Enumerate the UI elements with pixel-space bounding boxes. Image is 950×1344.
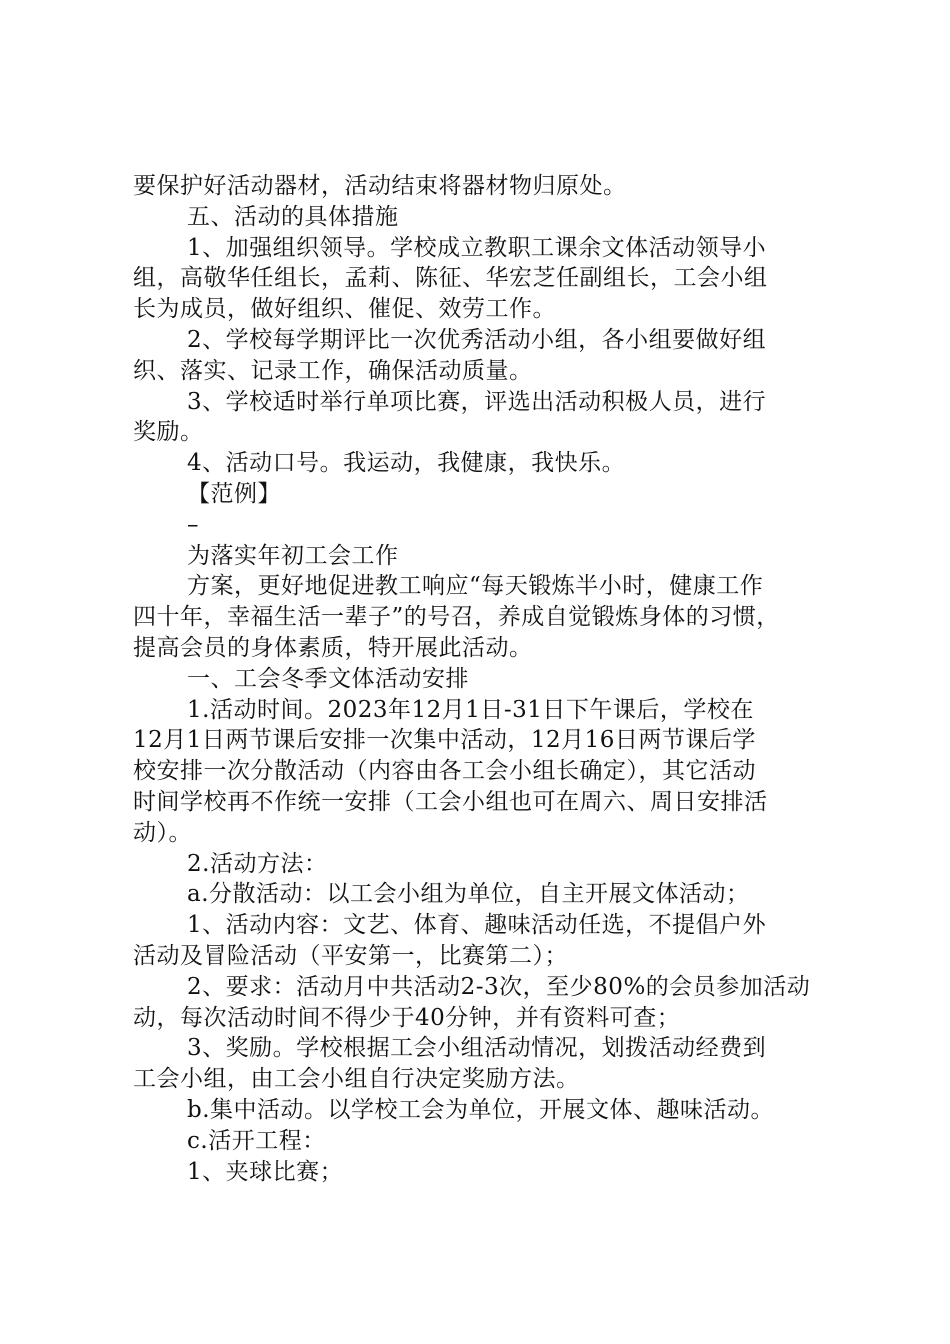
text-line: 3、学校适时举行单项比赛，评选出活动积极人员，进行 (187, 388, 767, 415)
section-heading: 五、活动的具体措施 (187, 203, 399, 230)
text-line: 要保护好活动器材，活动结束将器材物归原处。 (133, 173, 627, 199)
text-line: 动）。 (133, 819, 192, 846)
text-line: 活动及冒险活动（平安第一，比赛第二）； (133, 942, 568, 969)
text-line: 工会小组，由工会小组自行决定奖励方法。 (133, 1066, 580, 1093)
text-line: b.集中活动。以学校工会为单位，开展文体、趣味活动。 (187, 1096, 775, 1123)
text-line: 1、加强组织领导。学校成立教职工课余文体活动领导小 (187, 234, 767, 261)
text-line: 时间学校再不作统一安排（工会小组也可在周六、周日安排活 (133, 788, 768, 815)
text-line: 为落实年初工会工作 (187, 542, 399, 569)
text-line: 提高会员的身体素质，特开展此活动。 (133, 634, 533, 661)
text-line: 4、活动口号。我运动，我健康，我快乐。 (187, 450, 626, 477)
text-line: 2、学校每学期评比一次优秀活动小组，各小组要做好组 (187, 326, 767, 353)
text-line: 3、奖励。学校根据工会小组活动情况，划拨活动经费到 (187, 1035, 767, 1062)
document-body (133, 171, 833, 1187)
text-line: 校安排一次分散活动（内容由各工会小组长确定），其它活动 (133, 758, 756, 785)
text-line: 织、落实、记录工作，确保活动质量。 (133, 357, 533, 384)
text-line: a.分散活动：以工会小组为单位，自主开展文体活动； (187, 881, 750, 908)
text-line: 12月1日两节课后安排一次集中活动，12月16日两节课后学 (133, 727, 756, 754)
text-line: 方案，更好地促进教工响应“每天锻炼半小时，健康工作 (187, 573, 764, 600)
text-line: 长为成员，做好组织、催促、效劳工作。 (133, 296, 556, 323)
text-line: 组，高敬华任组长，孟莉、陈征、华宏芝任副组长，工会小组 (133, 265, 768, 292)
text-line: c.活开工程： (187, 1127, 326, 1154)
text-line: 1.活动时间。2023年12月1日-31日下午课后，学校在 (187, 696, 754, 723)
dash-line: – (187, 511, 199, 538)
example-heading: 【范例】 (187, 480, 281, 507)
section-heading: 一、工会冬季文体活动安排 (187, 665, 469, 692)
text-line: 2、要求：活动月中共活动2-3次，至少80%的会员参加活动 (187, 973, 811, 1000)
text-line: 2.活动方法： (187, 850, 328, 877)
text-line: 动，每次活动时间不得少于40分钟，并有资料可查； (133, 1004, 681, 1031)
text-line: 1、夹球比赛； (187, 1158, 344, 1185)
text-line: 1、活动内容：文艺、体育、趣味活动任选，不提倡户外 (187, 912, 767, 939)
text-line: 奖励。 (133, 419, 204, 446)
text-line: 四十年，幸福生活一辈子”的号召，养成自觉锻炼身体的习惯， (133, 604, 780, 631)
